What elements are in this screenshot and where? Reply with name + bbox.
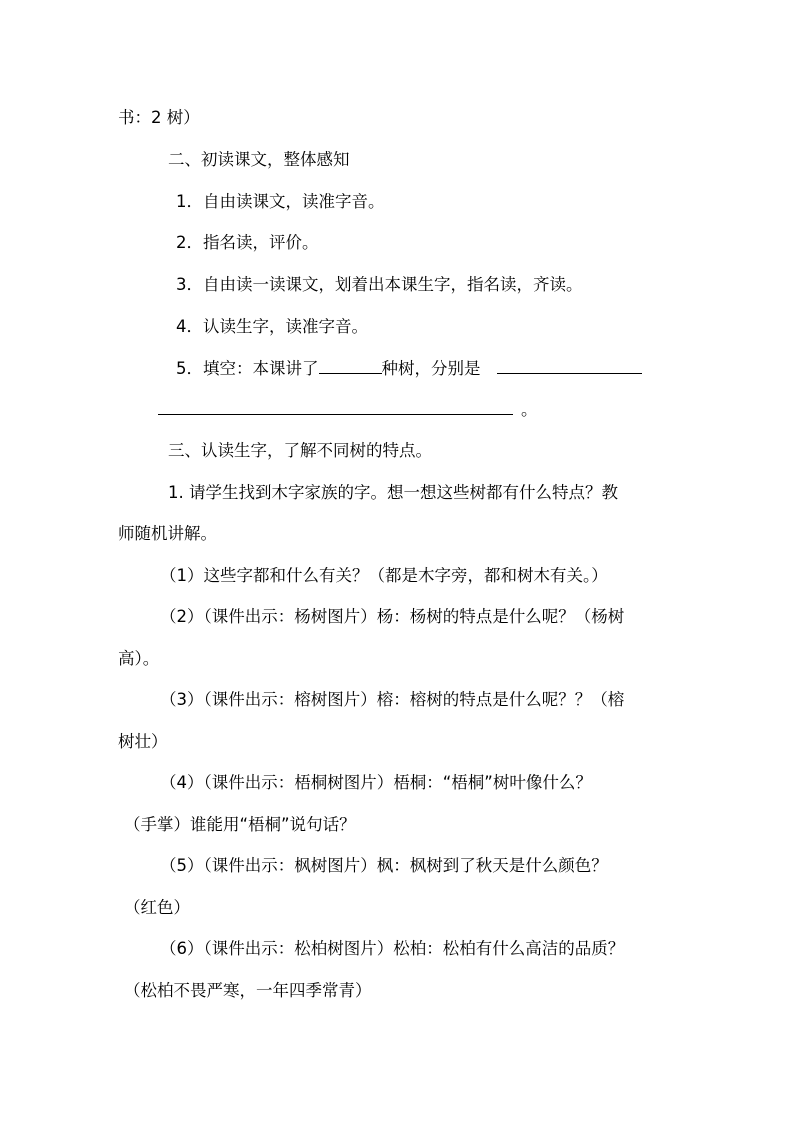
- blank-line: [319, 359, 382, 374]
- section-heading: 二、初读课文，整体感知: [168, 150, 350, 169]
- fill-middle: 种树，分别是: [381, 359, 481, 378]
- blank-line: [158, 400, 513, 415]
- fill-end: 。: [521, 400, 538, 419]
- section-heading: 三、认读生字，了解不同树的特点。: [168, 441, 432, 460]
- list-item: 3．自由读一读课文，划着出本课生字，指名读，齐读。: [176, 275, 583, 294]
- text-line: （3）（课件出示：榕树图片）榕：榕树的特点是什么呢？？（榕: [160, 690, 625, 709]
- fill-prefix: 5．填空：本课讲了: [176, 359, 319, 378]
- text-line: （5）（课件出示：枫树图片）枫：枫树到了秋天是什么颜色？: [160, 856, 608, 875]
- text-line: （4）（课件出示：梧桐树图片）梧桐：“梧桐”树叶像什么？: [160, 773, 592, 792]
- text-line: （红色）: [124, 898, 190, 917]
- text-line: （6）（课件出示：松柏树图片）松柏：松柏有什么高洁的品质？: [160, 939, 625, 958]
- text-line: 1. 请学生找到木字家族的字。想一想这些树都有什么特点？教: [168, 483, 618, 502]
- text-line: （松柏不畏严寒，一年四季常青）: [124, 981, 372, 1000]
- fill-in-question: [176, 359, 642, 379]
- text-line: （手掌）谁能用“梧桐”说句话？: [124, 815, 356, 834]
- text-line: 树壮）: [118, 732, 168, 751]
- list-item: 1．自由读课文，读准字音。: [176, 192, 385, 211]
- fill-in-continuation: [158, 400, 538, 420]
- list-item: 4．认读生字，读准字音。: [176, 317, 368, 336]
- text-line: 书：2 树）: [118, 108, 200, 127]
- text-line: （1）这些字都和什么有关？（都是木字旁，都和树木有关。）: [160, 566, 608, 585]
- text-line: 师随机讲解。: [118, 524, 217, 543]
- text-line: （2）（课件出示：杨树图片）杨：杨树的特点是什么呢？（杨树: [160, 607, 625, 626]
- list-item: 2．指名读，评价。: [176, 233, 319, 252]
- text-line: 高）。: [118, 649, 160, 668]
- blank-line: [497, 359, 642, 374]
